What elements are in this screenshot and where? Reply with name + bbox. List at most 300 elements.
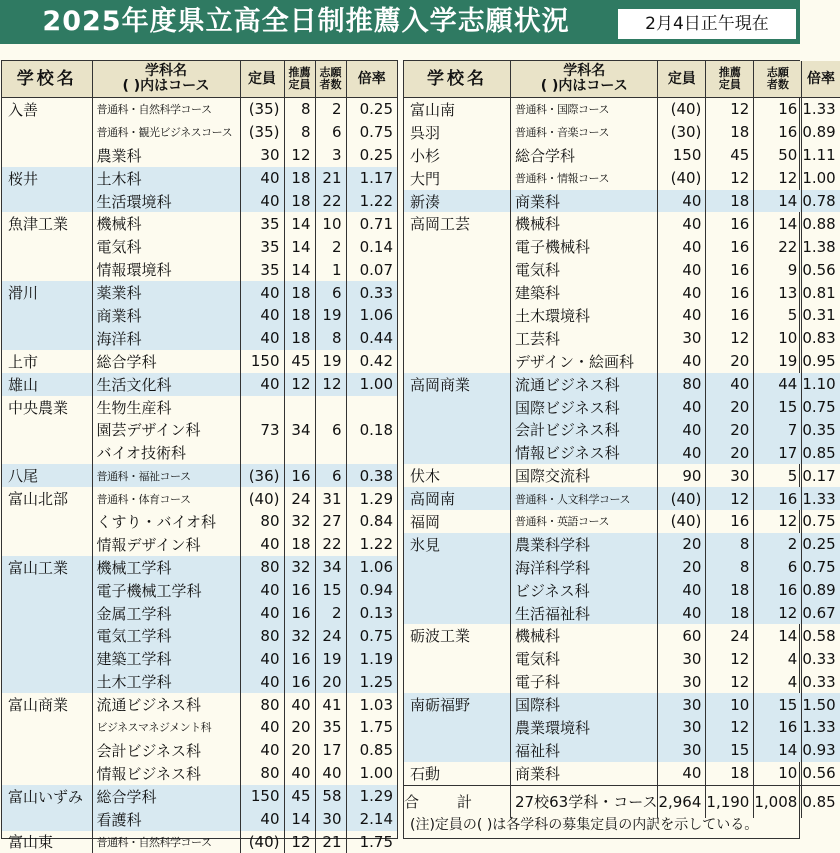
applicants-cell: 7 [754, 418, 802, 441]
col-header-app-2: 者数 [767, 78, 789, 91]
ratio-cell: 0.35 [802, 418, 840, 441]
school-cell [2, 533, 92, 556]
col-header-dept-line1: 学科名 [563, 63, 605, 79]
table-row [404, 167, 840, 190]
applicants-cell: 6 [754, 556, 802, 579]
rec-capacity-cell: 40 [284, 693, 315, 716]
school-cell [404, 281, 511, 304]
rec-capacity-cell: 16 [706, 281, 754, 304]
dept-cell: 海洋科学科 [511, 556, 658, 579]
table-row [2, 144, 397, 167]
table-row [404, 350, 840, 373]
applicants-cell: 58 [315, 785, 346, 808]
school-cell: 富山南 [404, 98, 511, 121]
table-row [404, 602, 840, 625]
table-row [2, 624, 397, 647]
table-row [404, 762, 840, 785]
school-cell [404, 418, 511, 441]
applicants-cell: 3 [315, 144, 346, 167]
dept-cell: 電気工学科 [92, 624, 240, 647]
rec-capacity-cell: 18 [284, 533, 315, 556]
col-header-capacity: 定員 [240, 61, 284, 98]
rec-capacity-cell: 45 [284, 785, 315, 808]
col-header-dept-line2: ( )内はコース [541, 78, 628, 94]
applicants-cell: 5 [754, 304, 802, 327]
dept-cell: 電子機械科 [511, 235, 658, 258]
school-cell: 滑川 [2, 281, 92, 304]
capacity-cell: 40 [240, 739, 284, 762]
table-row [404, 190, 840, 213]
rec-capacity-cell: 18 [284, 167, 315, 190]
applicants-cell: 20 [315, 670, 346, 693]
capacity-cell: 150 [240, 350, 284, 373]
ratio-cell: 2.14 [346, 808, 397, 831]
rec-capacity-cell: 16 [706, 212, 754, 235]
school-cell: 砺波工業 [404, 624, 511, 647]
left-table [2, 61, 397, 853]
date-stamp: 2月4日正午現在 [617, 8, 797, 40]
applicants-cell: 6 [315, 121, 346, 144]
capacity-cell: 35 [240, 212, 284, 235]
table-row [2, 579, 397, 602]
applicants-cell: 2 [315, 602, 346, 625]
applicants-cell: 19 [315, 304, 346, 327]
ratio-cell: 1.29 [346, 785, 397, 808]
school-cell [404, 602, 511, 625]
left-table-panel [1, 60, 398, 839]
col-header-applicants [315, 61, 346, 98]
table-row [404, 327, 840, 350]
school-cell [2, 579, 92, 602]
ratio-cell: 0.33 [802, 670, 840, 693]
table-row [2, 693, 397, 716]
rec-capacity-cell: 18 [284, 304, 315, 327]
table-row [2, 533, 397, 556]
capacity-cell: 30 [658, 670, 706, 693]
rec-capacity-cell: 45 [706, 144, 754, 167]
rec-capacity-cell: 12 [284, 373, 315, 396]
capacity-cell: 40 [240, 327, 284, 350]
school-cell [2, 602, 92, 625]
table-row [404, 212, 840, 235]
col-header-app-1: 志願 [767, 66, 789, 79]
applicants-cell: 16 [754, 98, 802, 121]
table-row [2, 235, 397, 258]
capacity-cell: 40 [658, 579, 706, 602]
capacity-cell: 40 [240, 167, 284, 190]
col-header-rec-capacity [284, 61, 315, 98]
rec-capacity-cell: 32 [284, 510, 315, 533]
ratio-cell: 0.58 [802, 624, 840, 647]
applicants-cell: 14 [754, 739, 802, 762]
dept-cell: 情報環境科 [92, 258, 240, 281]
school-cell [2, 624, 92, 647]
ratio-cell: 0.07 [346, 258, 397, 281]
ratio-cell: 0.89 [802, 579, 840, 602]
ratio-cell: 0.95 [802, 350, 840, 373]
capacity-cell: 40 [658, 418, 706, 441]
table-row [2, 190, 397, 213]
applicants-cell: 34 [315, 556, 346, 579]
school-cell [2, 121, 92, 144]
capacity-cell: 20 [658, 556, 706, 579]
applicants-cell: 22 [315, 533, 346, 556]
table-row [2, 418, 397, 441]
col-header-app-1: 志願 [320, 66, 342, 79]
school-cell [2, 739, 92, 762]
dept-cell: 流通ビジネス科 [92, 693, 240, 716]
dept-cell: 生活文化科 [92, 373, 240, 396]
school-cell: 南砺福野 [404, 693, 511, 716]
capacity-cell: (40) [240, 487, 284, 510]
capacity-cell: 40 [658, 235, 706, 258]
total-label: 合計 [404, 785, 511, 818]
table-row [2, 808, 397, 831]
applicants-cell [315, 396, 346, 419]
capacity-cell: (36) [240, 464, 284, 487]
applicants-cell: 6 [315, 464, 346, 487]
dept-cell: 生活環境科 [92, 190, 240, 213]
table-row [404, 121, 840, 144]
capacity-cell: 80 [240, 762, 284, 785]
applicants-cell: 4 [754, 670, 802, 693]
ratio-cell: 0.75 [346, 121, 397, 144]
ratio-cell: 1.00 [802, 167, 840, 190]
applicants-cell: 21 [315, 831, 346, 853]
ratio-cell: 1.25 [346, 670, 397, 693]
ratio-cell: 1.17 [346, 167, 397, 190]
capacity-cell: 40 [658, 190, 706, 213]
applicants-cell: 14 [754, 624, 802, 647]
title-bar [0, 0, 800, 44]
table-row [2, 739, 397, 762]
table-row [2, 716, 397, 739]
capacity-cell: 35 [240, 258, 284, 281]
rec-capacity-cell: 20 [706, 350, 754, 373]
dept-cell: 福祉科 [511, 739, 658, 762]
rec-capacity-cell: 16 [706, 304, 754, 327]
capacity-cell: 150 [658, 144, 706, 167]
table-row [404, 579, 840, 602]
rec-capacity-cell: 8 [706, 556, 754, 579]
table-row [2, 441, 397, 464]
dept-cell: 機械科 [511, 212, 658, 235]
capacity-cell: 30 [658, 327, 706, 350]
rec-capacity-cell: 16 [706, 510, 754, 533]
rec-capacity-cell: 12 [706, 716, 754, 739]
ratio-cell: 1.22 [346, 533, 397, 556]
applicants-cell: 21 [315, 167, 346, 190]
school-cell: 雄山 [2, 373, 92, 396]
table-row [404, 647, 840, 670]
dept-cell: 普通科・自然科学コース [92, 98, 240, 121]
ratio-cell: 0.56 [802, 762, 840, 785]
dept-cell: 生活福祉科 [511, 602, 658, 625]
ratio-cell: 0.81 [802, 281, 840, 304]
rec-capacity-cell: 24 [706, 624, 754, 647]
table-row [2, 831, 397, 853]
table-row [404, 258, 840, 281]
dept-cell: 商業科 [511, 190, 658, 213]
dept-cell: 工芸科 [511, 327, 658, 350]
capacity-cell: (35) [240, 98, 284, 121]
school-cell [404, 235, 511, 258]
right-table-body [404, 98, 840, 786]
school-cell: 呉羽 [404, 121, 511, 144]
rec-capacity-cell: 14 [284, 235, 315, 258]
capacity-cell: 40 [240, 304, 284, 327]
school-cell [2, 418, 92, 441]
rec-capacity-cell: 10 [706, 693, 754, 716]
dept-cell: 総合学科 [92, 785, 240, 808]
ratio-cell: 1.50 [802, 693, 840, 716]
col-header-rec-2: 定員 [719, 78, 741, 91]
table-row [2, 670, 397, 693]
capacity-cell: 30 [658, 693, 706, 716]
school-cell: 高岡工芸 [404, 212, 511, 235]
ratio-cell: 0.75 [802, 396, 840, 419]
rec-capacity-cell: 40 [284, 762, 315, 785]
capacity-cell: 73 [240, 418, 284, 441]
ratio-cell: 1.11 [802, 144, 840, 167]
dept-cell: 情報ビジネス科 [511, 441, 658, 464]
dept-cell: 普通科・福祉コース [92, 464, 240, 487]
capacity-cell: 40 [658, 441, 706, 464]
dept-cell: 国際交流科 [511, 464, 658, 487]
table-row [404, 533, 840, 556]
applicants-cell: 5 [754, 464, 802, 487]
dept-cell: 機械科 [92, 212, 240, 235]
capacity-cell: 40 [658, 212, 706, 235]
capacity-cell: 40 [240, 716, 284, 739]
dept-cell: 会計ビジネス科 [511, 418, 658, 441]
capacity-cell: 40 [240, 190, 284, 213]
dept-cell: 普通科・情報コース [511, 167, 658, 190]
table-row [2, 281, 397, 304]
dept-cell: バイオ技術科 [92, 441, 240, 464]
ratio-cell: 1.75 [346, 831, 397, 853]
school-cell: 新湊 [404, 190, 511, 213]
rec-capacity-cell: 16 [706, 258, 754, 281]
rec-capacity-cell: 14 [284, 212, 315, 235]
dept-cell: 国際ビジネス科 [511, 396, 658, 419]
applicants-cell: 6 [315, 281, 346, 304]
rec-capacity-cell: 16 [284, 647, 315, 670]
applicants-cell: 16 [754, 716, 802, 739]
dept-cell: 海洋科 [92, 327, 240, 350]
dept-cell: 総合学科 [511, 144, 658, 167]
ratio-cell: 0.25 [346, 98, 397, 121]
school-cell: 富山商業 [2, 693, 92, 716]
applicants-cell: 22 [754, 235, 802, 258]
capacity-cell: 30 [658, 647, 706, 670]
dept-cell: 土木環境科 [511, 304, 658, 327]
applicants-cell: 15 [754, 693, 802, 716]
school-cell: 富山工業 [2, 556, 92, 579]
right-table-panel [403, 60, 800, 839]
applicants-cell: 13 [754, 281, 802, 304]
school-cell [2, 716, 92, 739]
table-header-row [2, 61, 397, 98]
col-header-rec-1: 推薦 [289, 66, 311, 79]
capacity-cell: (40) [658, 510, 706, 533]
applicants-cell: 16 [754, 121, 802, 144]
page-title: 2025年度県立高全日制推薦入学志願状況 [0, 0, 612, 44]
rec-capacity-cell: 12 [284, 831, 315, 853]
table-row [404, 396, 840, 419]
table-row [2, 98, 397, 121]
table-row [404, 716, 840, 739]
table-row [2, 785, 397, 808]
capacity-cell: (35) [240, 121, 284, 144]
ratio-cell: 1.29 [346, 487, 397, 510]
school-cell: 富山東 [2, 831, 92, 853]
school-cell [404, 350, 511, 373]
ratio-cell: 0.75 [346, 624, 397, 647]
rec-capacity-cell: 18 [706, 190, 754, 213]
ratio-cell: 1.38 [802, 235, 840, 258]
rec-capacity-cell: 8 [284, 121, 315, 144]
table-row [2, 602, 397, 625]
rec-capacity-cell: 14 [284, 258, 315, 281]
school-cell [2, 144, 92, 167]
dept-cell: 普通科・観光ビジネスコース [92, 121, 240, 144]
school-cell: 富山北部 [2, 487, 92, 510]
applicants-cell: 12 [315, 373, 346, 396]
dept-cell: 土木科 [92, 167, 240, 190]
rec-capacity-cell: 32 [284, 556, 315, 579]
col-header-school: 学校名 [404, 61, 511, 98]
col-header-rec-1: 推薦 [719, 66, 741, 79]
table-row [404, 98, 840, 121]
applicants-cell: 12 [754, 510, 802, 533]
ratio-cell: 0.85 [346, 739, 397, 762]
table-row [404, 693, 840, 716]
total-capacity: 2,964 [658, 785, 706, 818]
ratio-cell: 0.94 [346, 579, 397, 602]
applicants-cell: 19 [315, 647, 346, 670]
school-cell: 石動 [404, 762, 511, 785]
col-header-rec-2: 定員 [289, 78, 311, 91]
ratio-cell: 0.67 [802, 602, 840, 625]
rec-capacity-cell: 18 [284, 190, 315, 213]
rec-capacity-cell: 34 [284, 418, 315, 441]
applicants-cell [315, 441, 346, 464]
ratio-cell [346, 396, 397, 419]
applicants-cell: 4 [754, 647, 802, 670]
table-row [2, 304, 397, 327]
dept-cell: 普通科・音楽コース [511, 121, 658, 144]
ratio-cell: 1.33 [802, 716, 840, 739]
school-cell [404, 739, 511, 762]
applicants-cell: 2 [315, 98, 346, 121]
school-cell: 伏木 [404, 464, 511, 487]
dept-cell: 国際科 [511, 693, 658, 716]
capacity-cell: 80 [240, 510, 284, 533]
total-ratio: 0.85 [802, 785, 840, 818]
school-cell [2, 258, 92, 281]
applicants-cell: 16 [754, 487, 802, 510]
table-row [2, 464, 397, 487]
ratio-cell: 0.33 [802, 647, 840, 670]
table-row [2, 167, 397, 190]
dept-cell: 農業科学科 [511, 533, 658, 556]
applicants-cell: 14 [754, 190, 802, 213]
footnote: (注)定員の( )は各学科の募集定員の内訳を示している。 [410, 814, 758, 834]
dept-cell: 電子科 [511, 670, 658, 693]
ratio-cell: 1.33 [802, 487, 840, 510]
dept-cell: 農業科 [92, 144, 240, 167]
ratio-cell: 0.83 [802, 327, 840, 350]
rec-capacity-cell: 20 [706, 441, 754, 464]
applicants-cell: 31 [315, 487, 346, 510]
applicants-cell: 17 [315, 739, 346, 762]
table-row [404, 418, 840, 441]
total-row [404, 785, 840, 818]
applicants-cell: 10 [754, 327, 802, 350]
table-row [2, 258, 397, 281]
rec-capacity-cell: 18 [284, 327, 315, 350]
ratio-cell: 0.42 [346, 350, 397, 373]
ratio-cell: 0.33 [346, 281, 397, 304]
rec-capacity-cell: 20 [284, 716, 315, 739]
ratio-cell: 1.03 [346, 693, 397, 716]
rec-capacity-cell: 16 [284, 464, 315, 487]
capacity-cell: 40 [240, 670, 284, 693]
dept-cell: 会計ビジネス科 [92, 739, 240, 762]
capacity-cell: 30 [658, 739, 706, 762]
capacity-cell: 30 [658, 716, 706, 739]
table-row [404, 556, 840, 579]
capacity-cell: 80 [240, 556, 284, 579]
applicants-cell: 44 [754, 373, 802, 396]
applicants-cell: 6 [315, 418, 346, 441]
ratio-cell: 1.06 [346, 304, 397, 327]
applicants-cell: 24 [315, 624, 346, 647]
ratio-cell: 0.13 [346, 602, 397, 625]
rec-capacity-cell: 18 [706, 602, 754, 625]
applicants-cell: 35 [315, 716, 346, 739]
table-row [2, 212, 397, 235]
school-cell [2, 762, 92, 785]
total-detail: 27校63学科・コース [511, 785, 658, 818]
capacity-cell: 80 [240, 693, 284, 716]
col-header-dept-line2: ( )内はコース [123, 78, 210, 94]
ratio-cell: 0.71 [346, 212, 397, 235]
capacity-cell: (40) [658, 167, 706, 190]
dept-cell: 園芸デザイン科 [92, 418, 240, 441]
table-header-row [404, 61, 840, 98]
ratio-cell: 0.85 [802, 441, 840, 464]
applicants-cell: 15 [315, 579, 346, 602]
school-cell [404, 670, 511, 693]
table-row [2, 396, 397, 419]
ratio-cell: 0.89 [802, 121, 840, 144]
dept-cell: 電気科 [511, 647, 658, 670]
capacity-cell: 40 [240, 602, 284, 625]
applicants-cell: 17 [754, 441, 802, 464]
applicants-cell: 30 [315, 808, 346, 831]
col-header-ratio: 倍率 [346, 61, 397, 98]
capacity-cell: 80 [240, 624, 284, 647]
dept-cell: 総合学科 [92, 350, 240, 373]
col-header-dept-line1: 学科名 [145, 63, 187, 79]
dept-cell: 電気科 [92, 235, 240, 258]
rec-capacity-cell: 16 [284, 670, 315, 693]
capacity-cell: 40 [240, 373, 284, 396]
capacity-cell: (40) [240, 831, 284, 853]
school-cell: 八尾 [2, 464, 92, 487]
